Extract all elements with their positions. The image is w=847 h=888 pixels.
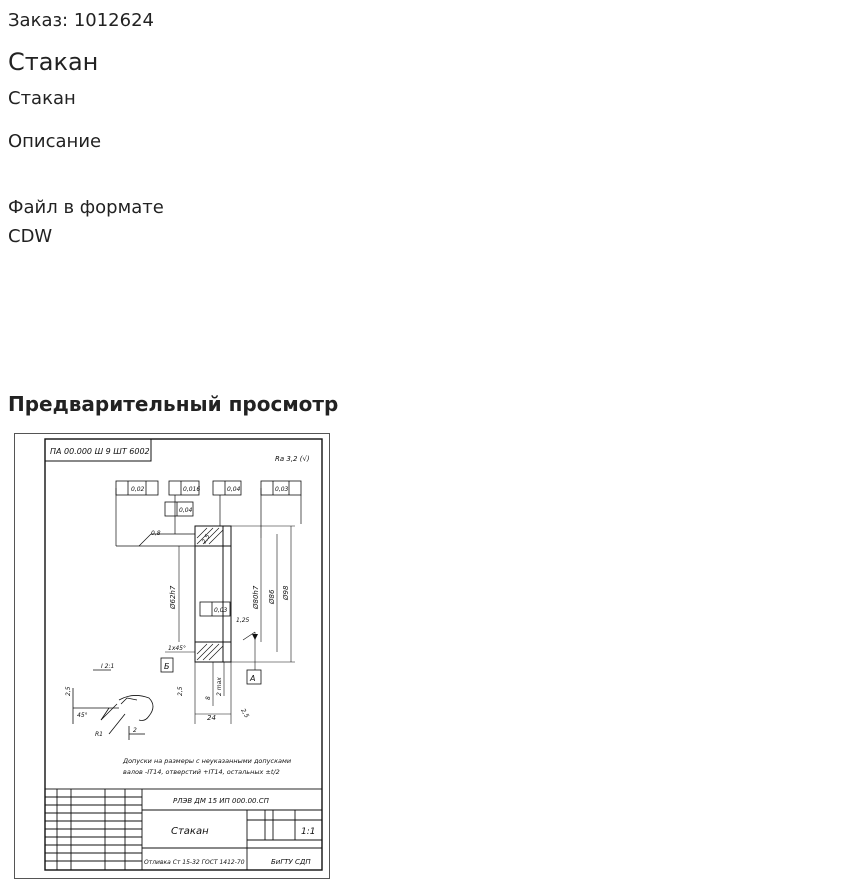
detail-radius: R1 xyxy=(95,731,103,738)
title-scale: 1:1 xyxy=(301,827,316,837)
preview-heading: Предварительный просмотр xyxy=(8,392,339,416)
datum-a-label: A xyxy=(250,674,256,683)
product-title: Стакан xyxy=(8,48,99,76)
dim-len-main: 24 xyxy=(207,714,216,722)
title-material: Отливка Ст 15-32 ГОСТ 1412-70 xyxy=(144,859,245,866)
part-section xyxy=(195,526,231,662)
product-subtitle: Стакан xyxy=(8,88,76,109)
rough-big: 1,25 xyxy=(236,617,250,624)
rough-mid: 2,5 xyxy=(200,533,212,545)
tolerance-note-2: валов -IT14, отверстий +IT14, остальных ±t/2 xyxy=(123,768,280,776)
technical-drawing xyxy=(15,434,329,878)
datum-triangle xyxy=(252,634,258,640)
tol-value-6: 0,03 xyxy=(214,607,228,614)
order-number: Заказ: 1012624 xyxy=(8,10,154,31)
tol-value-3: 0,04 xyxy=(227,486,241,493)
detail-view xyxy=(73,670,153,740)
dim-chamfer: 1х45° xyxy=(168,645,187,652)
detail-len: 2 xyxy=(133,727,137,734)
roughness-note: Ra 3,2 (√) xyxy=(275,455,310,463)
file-format-text: Файл в формате CDW xyxy=(8,197,164,247)
tolerance-frames xyxy=(116,481,301,684)
detail-rough: 2,5 xyxy=(65,686,72,696)
detail-label: I 2:1 xyxy=(101,663,115,670)
detail-angle: 45° xyxy=(77,712,88,719)
description-label: Описание xyxy=(8,131,102,152)
rough-small: 0,8 xyxy=(151,530,161,537)
title-org: БиГТУ СДП xyxy=(271,858,311,866)
title-designation: РЛЭВ ДМ 15 ИП 000.00.СП xyxy=(173,797,269,805)
dim-bore: Ø80h7 xyxy=(252,585,260,609)
dim-mid: Ø86 xyxy=(268,589,276,604)
dim-gap: 2 max xyxy=(216,677,223,696)
dim-outer: Ø98 xyxy=(282,585,290,600)
tol-value-5: 0,04 xyxy=(179,507,193,514)
dim-inner: Ø62h7 xyxy=(169,585,177,609)
dimension-lines xyxy=(165,526,295,724)
hatching xyxy=(197,528,223,660)
stamp-code: ПА 00.000 Ш 9 ШТ 6002 xyxy=(50,447,150,456)
title-part-name: Стакан xyxy=(171,826,209,837)
rough-mid-3: 2,5 xyxy=(239,707,251,720)
dim-len-b: 8 xyxy=(205,696,212,700)
tolerance-note-1: Допуски на размеры с неуказанными допусками xyxy=(123,757,292,765)
tol-value-1: 0,02 xyxy=(131,486,145,493)
tol-value-4: 0,03 xyxy=(275,486,289,493)
preview-image[interactable] xyxy=(14,433,330,879)
tol-value-2: 0,016 xyxy=(183,486,201,493)
datum-b-label: Б xyxy=(164,662,170,671)
rough-mid-2: 2,5 xyxy=(177,686,184,696)
